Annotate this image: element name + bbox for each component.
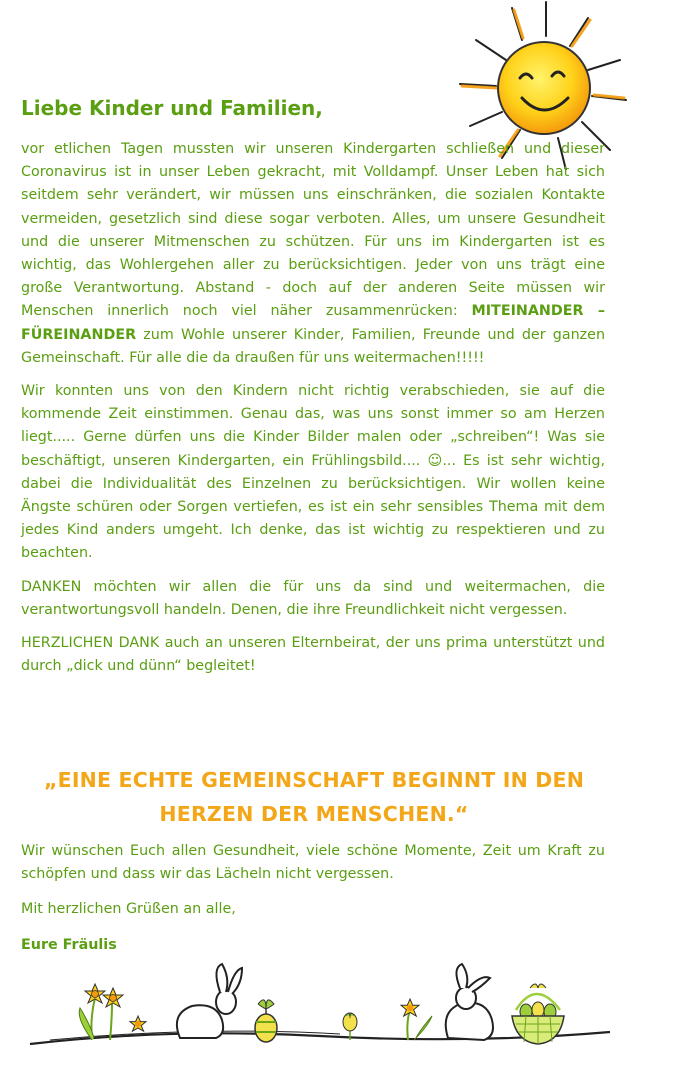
motto-emphasis: MITEINANDER – FÜREINANDER <box>21 303 605 343</box>
easter-footer-illustration <box>20 958 620 1068</box>
easter-egg-icon <box>343 1013 357 1040</box>
letter-closing <box>21 840 605 969</box>
greeting-text: Mit herzlichen Grüßen an alle, <box>21 901 236 918</box>
paragraph-intro-part2: zum Wohle unserer Kinder, Familien, Freunde und der ganzen Gemeinschaft. Für alle die da draußen für uns weitermachen!!!!! <box>21 326 605 366</box>
paragraph-intro-part1: vor etlichen Tagen mussten wir unseren Kindergarten schließen und dieser Coronavirus ist in unser Leben gekracht, mit Volldampf. Unser Leben hat sich seitdem sehr verändert, wir müssen uns einschränken, die sozialen Kontakte vermeiden, gesetzlich sind diese sogar verboten. Alles, um unsere Gesundheit und die unserer Mitmenschen zu schützen. Für uns im Kindergarten ist es wichtig, das Wohlergehen aller zu berücksichtigen. Jeder von uns trägt eine große Verantwortung. Abstand - doch auf der anderen Seite müssen wir Menschen innerlich noch viel näher zusammenrücken: <box>21 141 605 320</box>
paragraph-intro <box>21 138 605 370</box>
quote-line-2: HERZEN DER MENSCHEN.“ <box>159 802 469 826</box>
paragraph-parents-council: HERZLICHEN DANK auch an unseren Elternbeirat, der uns prima unterstützt und durch „dick und dünn“ begleitet! <box>21 635 605 675</box>
easter-basket-icon <box>512 984 564 1044</box>
letter-heading: Liebe Kinder und Familien, <box>21 96 323 120</box>
quote <box>21 763 607 831</box>
quote-line-1: „EINE ECHTE GEMEINSCHAFT BEGINNT IN DEN <box>43 768 585 792</box>
daffodil-icon <box>401 999 432 1040</box>
wishes-text: Wir wünschen Euch allen Gesundheit, viele schöne Momente, Zeit um Kraft zu schöpfen und dass wir das Lächeln nicht vergessen. <box>21 843 605 883</box>
letter-body <box>21 138 605 688</box>
paragraph-thanks: DANKEN möchten wir allen die für uns da sind und weitermachen, die verantwortungsvoll handeln. Denen, die ihre Freundlichkeit nicht vergessen. <box>21 578 605 618</box>
bunny-icon <box>177 964 242 1038</box>
daffodil-icon <box>79 984 146 1040</box>
easter-egg-icon <box>255 1000 277 1042</box>
signature: Eure Fräulis <box>21 936 117 953</box>
paragraph-children: Wir konnten uns von den Kindern nicht richtig verabschieden, sie auf die kommende Zeit einstimmen. Genau das, was uns sonst immer so am Herzen liegt..... Gerne dürfen uns die Kinder Bilder malen oder „schreiben“! Was sie beschäftigt, unseren Kindergarten, ein Frühlingsbild.... ☺... Es ist sehr wichtig, dabei die Individualität des Einzelnen zu berücksichtigen. Wir wollen keine Ängste schüren oder Sorgen vertiefen, es ist ein sehr sensibles Thema mit dem jedes Kind anders umgeht. Ich denke, das ist wichtig zu respektieren und zu beachten. <box>21 383 605 562</box>
bunny-icon <box>446 964 493 1040</box>
